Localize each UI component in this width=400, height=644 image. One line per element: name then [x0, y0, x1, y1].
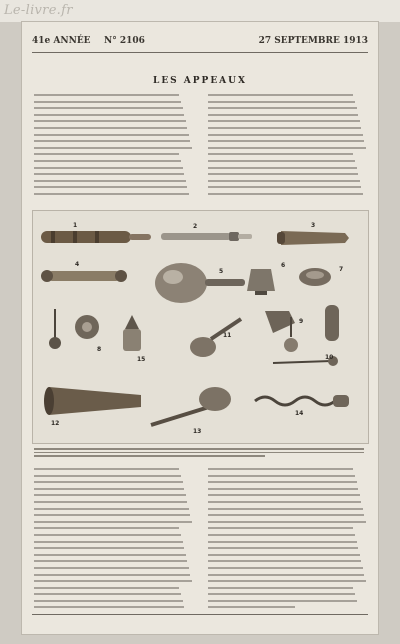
text-line: [208, 127, 361, 129]
text-line: [34, 180, 186, 182]
text-line: [34, 468, 179, 470]
text-line: [34, 554, 186, 556]
text-line: [208, 101, 355, 103]
text-line: [34, 173, 184, 175]
text-line: [208, 606, 295, 608]
header-year: 41e ANNÉE: [32, 36, 91, 46]
text-line: [34, 593, 181, 595]
text-line: [208, 140, 364, 142]
top-strip: [0, 0, 400, 22]
text-column-left-lower: [34, 468, 192, 613]
figure-label: 1: [73, 222, 78, 229]
text-line: [34, 494, 186, 496]
text-line: [34, 580, 192, 582]
figure-appeaux: [32, 210, 369, 444]
text-line: [34, 534, 181, 536]
text-column-right: [208, 94, 366, 200]
text-line: [34, 488, 184, 490]
text-line: [34, 606, 184, 608]
text-line: [208, 94, 353, 96]
text-line: [34, 127, 187, 129]
text-line: [208, 554, 360, 556]
figure-label: 2: [193, 223, 198, 230]
text-line: [34, 574, 190, 576]
text-line: [208, 180, 360, 182]
text-line: [34, 600, 183, 602]
text-line: [208, 173, 358, 175]
text-line: [208, 147, 366, 149]
text-line: [34, 521, 192, 523]
text-line: [34, 167, 183, 169]
text-line: [208, 475, 355, 477]
figure-label: 13: [193, 428, 202, 435]
text-line: [34, 94, 179, 96]
figure-label: 5: [219, 268, 224, 275]
text-line: [208, 468, 353, 470]
text-line: [34, 508, 189, 510]
text-column-left: [34, 94, 192, 200]
text-line: [208, 508, 363, 510]
header-issue: N° 2106: [104, 36, 145, 46]
text-line: [34, 160, 181, 162]
text-line: [208, 167, 357, 169]
text-line: [34, 107, 183, 109]
text-line: [208, 481, 357, 483]
magazine-page: [22, 22, 378, 634]
figure-label: 10: [325, 354, 334, 361]
text-line: [34, 134, 189, 136]
text-line: [34, 567, 189, 569]
text-column-right-lower: [208, 468, 366, 613]
figure-caption: [34, 446, 364, 459]
footer-rule: [32, 614, 368, 615]
figure-label: 8: [97, 346, 102, 353]
text-line: [208, 501, 361, 503]
text-line: [208, 547, 358, 549]
text-line: [208, 527, 353, 529]
text-line: [34, 140, 190, 142]
text-line: [34, 527, 179, 529]
text-line: [34, 147, 192, 149]
text-line: [208, 534, 355, 536]
text-line: [208, 494, 360, 496]
text-line: [208, 574, 364, 576]
figure-label: 14: [295, 410, 304, 417]
figure-label: 15: [137, 356, 146, 363]
article-title: LES APPEAUX: [152, 76, 247, 86]
figure-label: 6: [281, 262, 286, 269]
text-line: [34, 481, 183, 483]
text-line: [208, 600, 357, 602]
figure-label: 12: [51, 420, 60, 427]
text-line: [208, 134, 363, 136]
header-rule: [32, 52, 368, 53]
watermark-logo: Le-livre.fr: [4, 3, 73, 18]
text-line: [208, 521, 366, 523]
figure-label: 7: [339, 266, 344, 273]
text-line: [34, 120, 186, 122]
figure-label: 3: [311, 222, 316, 229]
text-line: [34, 193, 189, 195]
text-line: [34, 114, 184, 116]
text-line: [34, 514, 190, 516]
text-line: [208, 587, 353, 589]
text-line: [34, 547, 184, 549]
text-line: [208, 120, 360, 122]
text-line: [208, 567, 363, 569]
text-line: [34, 501, 187, 503]
text-line: [34, 475, 181, 477]
text-line: [208, 193, 363, 195]
text-line: [34, 587, 179, 589]
text-line: [208, 160, 355, 162]
text-line: [34, 560, 187, 562]
text-line: [208, 114, 358, 116]
text-line: [208, 186, 361, 188]
text-line: [34, 101, 181, 103]
text-line: [208, 488, 358, 490]
text-line: [208, 514, 364, 516]
text-line: [208, 560, 361, 562]
figure-label: 4: [75, 261, 80, 268]
text-line: [34, 153, 179, 155]
text-line: [34, 541, 183, 543]
page-header: [32, 36, 368, 50]
text-line: [208, 107, 357, 109]
text-line: [208, 153, 353, 155]
text-line: [34, 186, 187, 188]
figure-labels: [33, 211, 368, 443]
text-line: [208, 580, 366, 582]
figure-label: 9: [299, 318, 304, 325]
header-date: 27 SEPTEMBRE 1913: [258, 36, 368, 46]
text-line: [208, 593, 355, 595]
figure-label: 11: [223, 332, 232, 339]
text-line: [208, 541, 357, 543]
